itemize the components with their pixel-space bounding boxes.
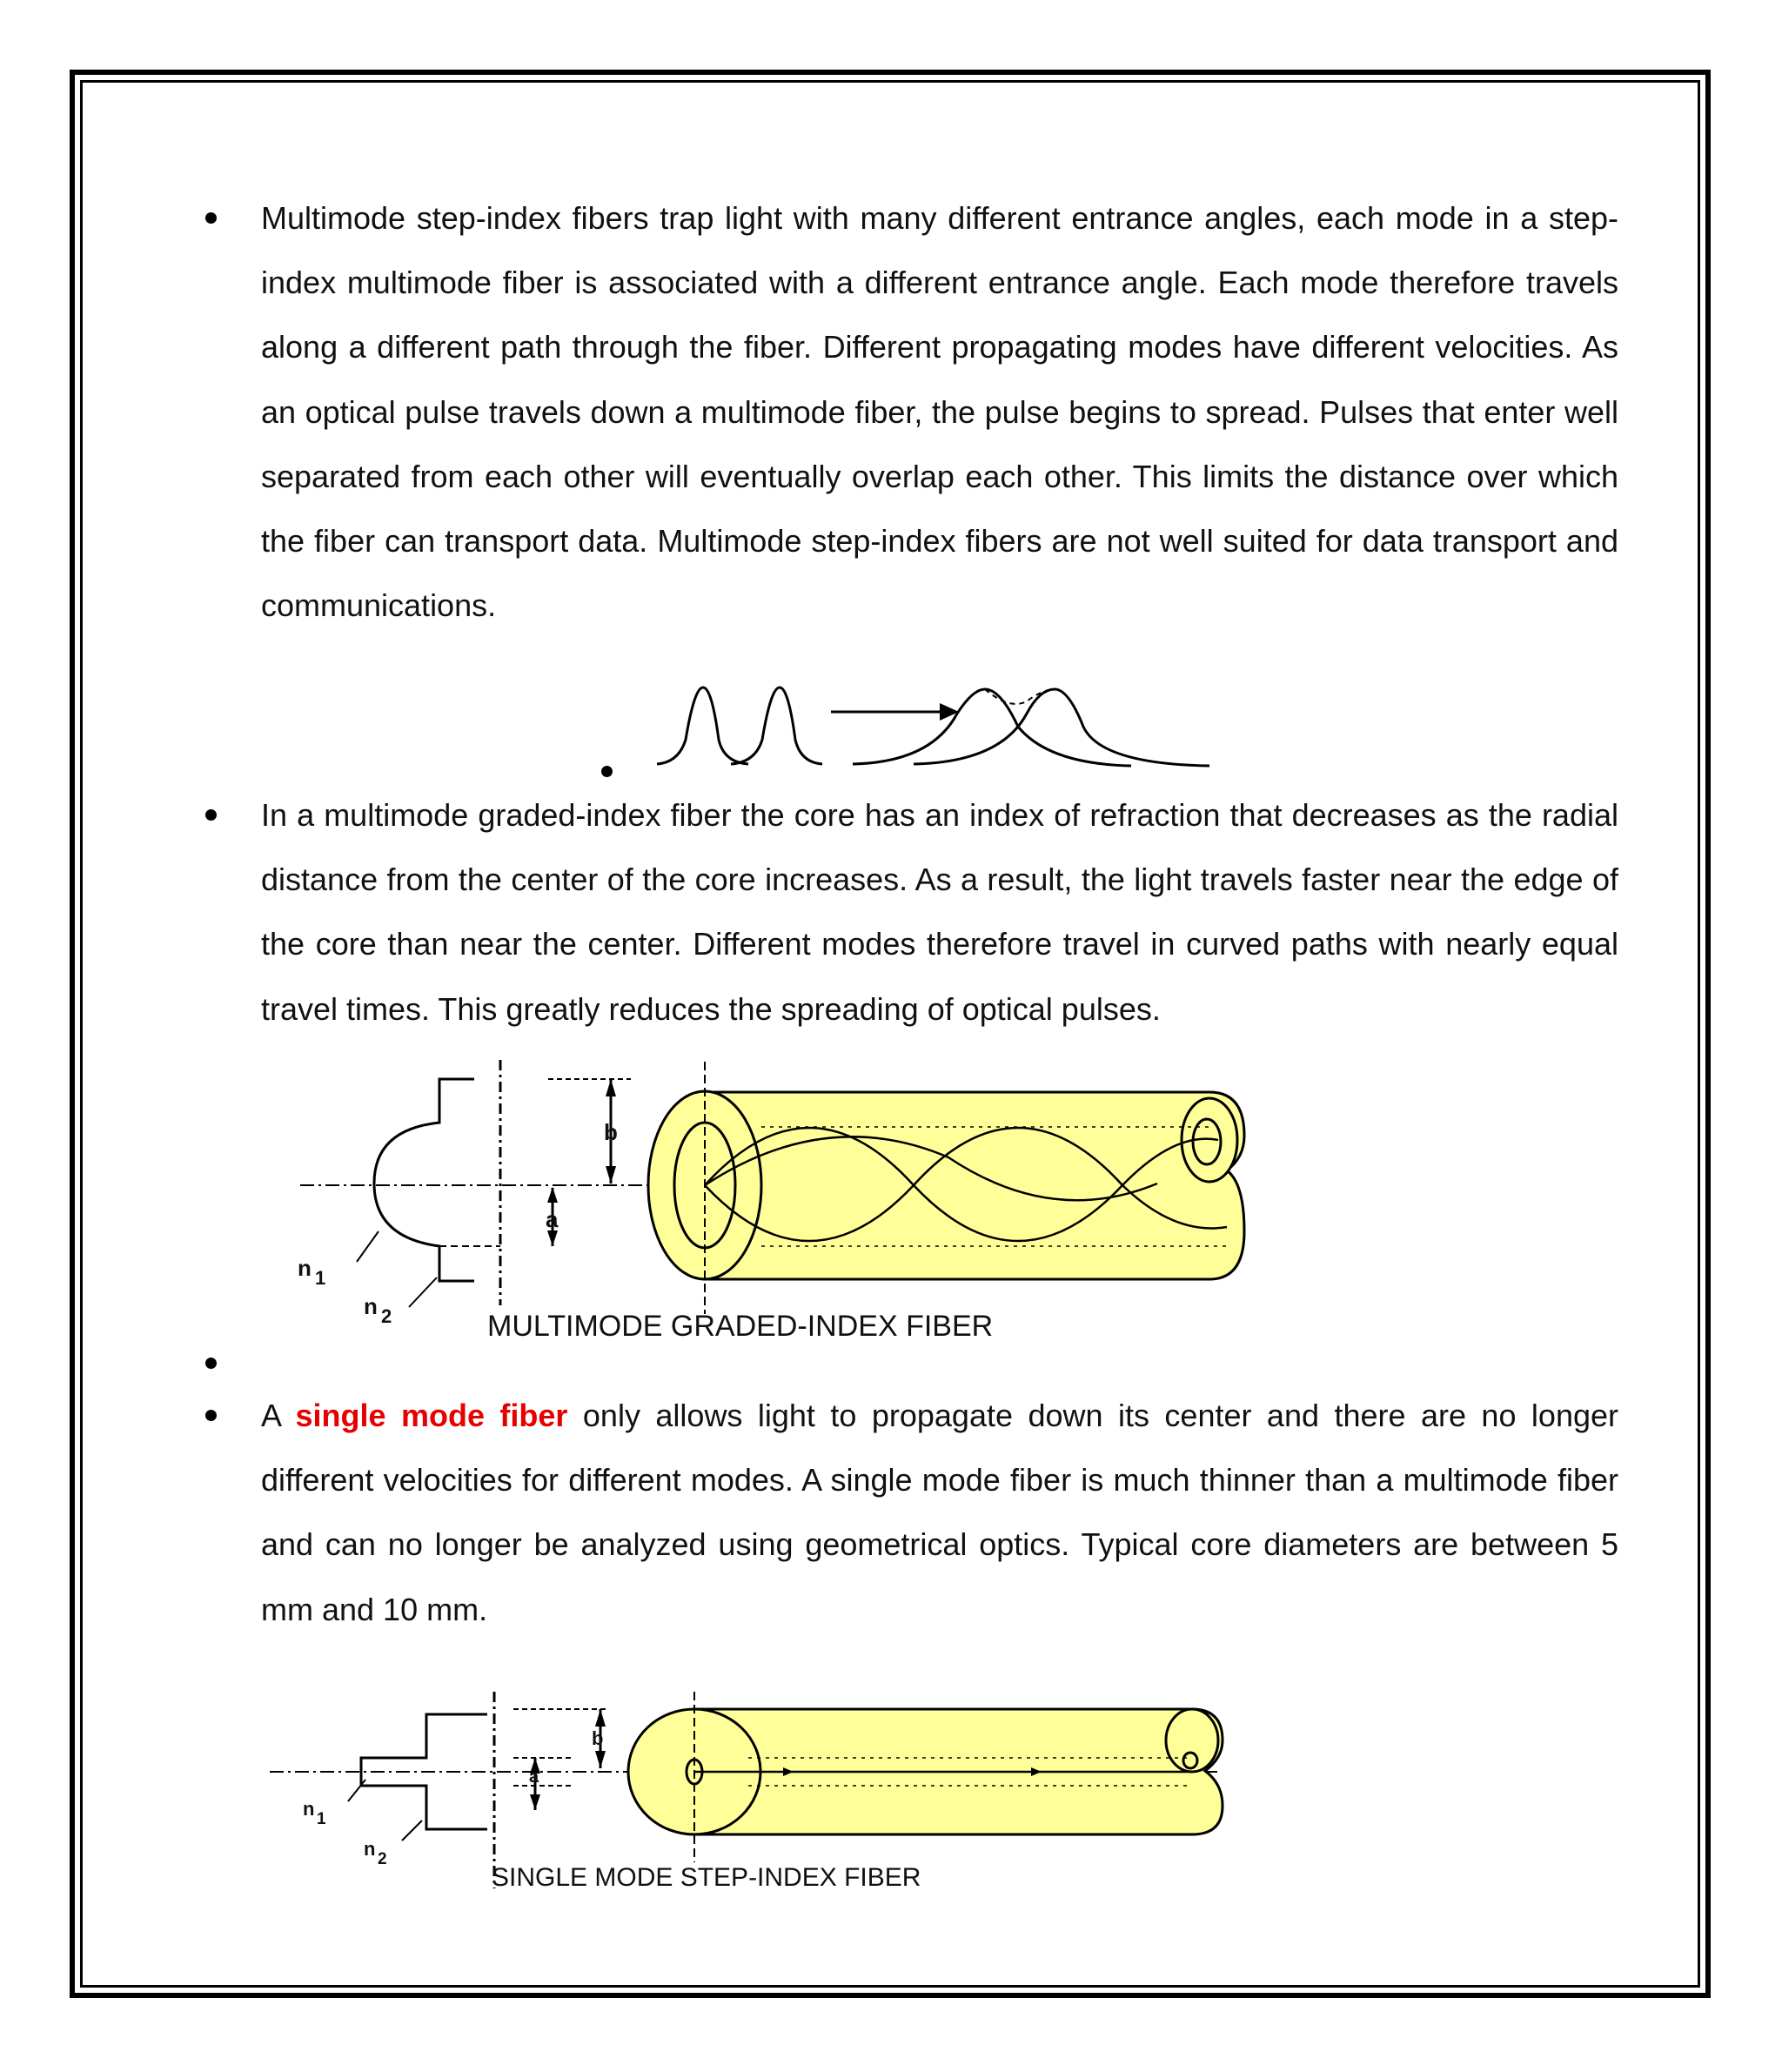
graded-index-diagram	[287, 1053, 1262, 1349]
graded-label-n2: n	[364, 1293, 378, 1319]
single-label-n1-sub: 1	[317, 1810, 326, 1828]
spread-pulse-1	[853, 689, 1131, 766]
bullet-empty	[205, 1358, 217, 1369]
p3-prefix: A	[261, 1398, 296, 1433]
single-label-n2-sub: 2	[378, 1850, 387, 1868]
paragraph-step-index: Multimode step-index fibers trap light with many different entrance angles, each mode in a step-index multimode fiber is associated with a different entrance angle. Each mode therefore travels along a different path through the fiber. Different propagating modes have different velocities. As an optical pulse travels down a multimode fiber, the pulse begins to spread. Pulses that enter well separated from each other will eventually overlap each other. This limits the distance over which the fiber can transport data. Multimode step-index fibers are not well suited for data transport and communications.	[261, 200, 1618, 624]
bullet-1	[205, 212, 217, 224]
graded-label-a: a	[546, 1206, 559, 1232]
p3-rest: only allows light to propagate down its center and there are no longer different velocities for different modes. A single mode fiber is much thinner than a multimode fiber and can no longer be analyzed using geometrical optics. Typical core diameters are between 5 mm and 10 mm.	[261, 1398, 1618, 1627]
paragraph-graded-index: In a multimode graded-index fiber the core has an index of refraction that decreases as the radial distance from the center of the core increases. As a result, the light travels faster near the edge of the core than near the center. Different modes therefore travel in curved paths with nearly equal travel times. This greatly reduces the spreading of optical pulses.	[261, 797, 1618, 1027]
single-caption: SINGLE MODE STEP-INDEX FIBER	[492, 1863, 921, 1892]
graded-fiber-cladding	[705, 1092, 1244, 1279]
index-profile-curve	[374, 1079, 474, 1281]
single-label-n1: n	[303, 1798, 315, 1820]
bullet-2	[205, 809, 217, 821]
single-label-b: b	[592, 1727, 604, 1749]
single-mode-highlight: single mode fiber	[295, 1398, 568, 1433]
bullet-pulse-figure	[601, 766, 613, 777]
paragraph-single-mode	[261, 1384, 1618, 1642]
single-mode-diagram	[261, 1688, 1253, 1897]
graded-label-n1: n	[298, 1255, 312, 1281]
single-label-a: a	[529, 1767, 539, 1787]
graded-caption: MULTIMODE GRADED-INDEX FIBER	[487, 1310, 994, 1343]
pulse-1	[657, 687, 748, 764]
pulse-spreading-diagram	[644, 679, 1236, 774]
pulse-2	[731, 687, 822, 764]
graded-label-n2-sub: 2	[381, 1305, 392, 1327]
graded-label-n1-sub: 1	[315, 1267, 326, 1289]
single-label-n2: n	[364, 1838, 376, 1860]
graded-label-b: b	[604, 1119, 618, 1145]
bullet-3	[205, 1410, 217, 1421]
